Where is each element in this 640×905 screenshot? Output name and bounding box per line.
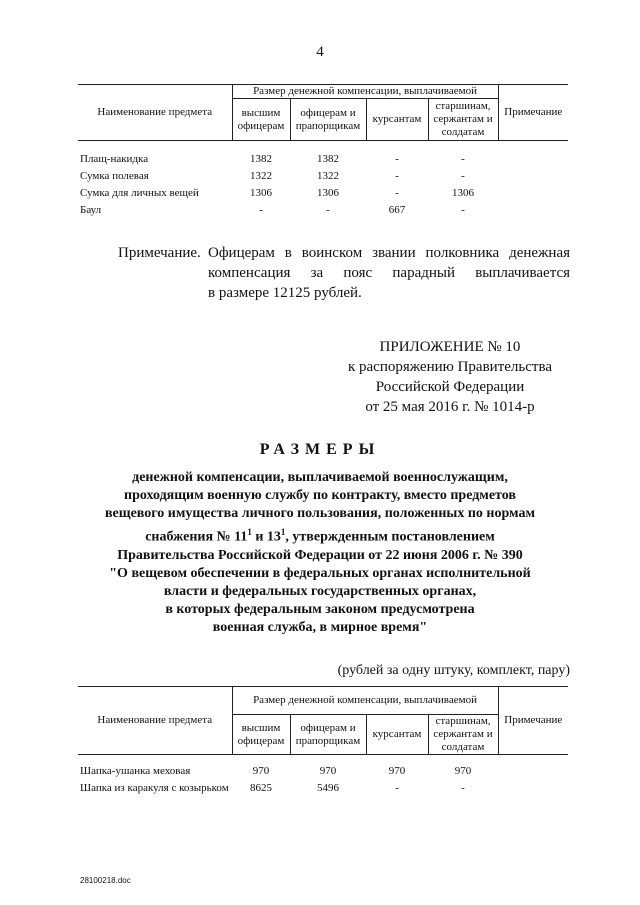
table-row [78,765,568,782]
subtitle-line: проходящим военную службу по контракту, вместо предметов [124,488,516,503]
value-cadets: - [395,187,399,199]
value-senior-officers: 970 [252,765,270,777]
value-officers-warrant: 1306 [317,187,339,199]
value-sergeants: 970 [454,765,472,777]
item-name: Шапка-ушанка меховая [80,765,191,777]
note-label: Примечание. [118,245,201,261]
value-cadets: - [395,782,399,794]
compensation-table-1 [78,84,568,221]
subtitle-line: "О вещевом обеспечении в федеральных органах исполнительной [109,565,531,581]
subtitle-line: в которых федеральным законом предусмотрена [165,601,475,617]
units-caption: (рублей за одну штуку, комплект, пару) [337,663,570,678]
document-title: РАЗМЕРЫ [259,441,381,458]
value-sergeants: - [461,153,465,165]
header-sergeants-soldiers: старшинам, сержантам и солдатам [428,99,498,141]
header-item-name: Наименование предмета [78,687,232,755]
header-senior-officers: высшим офицерам [232,99,290,141]
subtitle-line: снабжения № $11^1$ и $13^1$, утвержденным постановлением [145,527,495,545]
note-line-3: в размере 12125 рублей. [208,285,362,301]
header-senior-officers: высшим офицерам [232,715,290,755]
header-compensation-group: Размер денежной компенсации, выплачиваемой [232,85,498,99]
note-paragraph [118,243,570,303]
header-sergeants-soldiers: старшинам, сержантам и солдатам [428,715,498,755]
value-senior-officers: - [259,204,263,216]
note-line-1: Офицерам в воинском звании полковника денежная [208,245,570,261]
header-note: Примечание [498,687,568,755]
item-name: Баул [80,204,102,216]
value-sergeants: - [461,204,465,216]
item-name: Сумка для личных вещей [80,187,199,199]
subtitle-line: военная служба, в мирное время" [212,619,428,635]
header-cadets: курсантам [366,99,428,141]
header-officers-warrant: офицерам и прапорщикам [290,715,366,755]
file-name-footer: 28100218.doc [80,876,131,885]
appendix-header [330,337,570,417]
header-note: Примечание [498,85,568,141]
table-row [78,187,568,204]
value-sergeants: 1306 [452,187,474,199]
item-name: Сумка полевая [80,170,149,182]
table-row [78,153,568,170]
table-row [78,170,568,187]
value-senior-officers: 1322 [250,170,272,182]
table-row [78,782,568,799]
value-officers-warrant: - [326,204,330,216]
value-sergeants: - [461,782,465,794]
value-officers-warrant: 970 [319,765,337,777]
header-compensation-group: Размер денежной компенсации, выплачиваемой [232,687,498,715]
subtitle-line: денежной компенсации, выплачиваемой военнослужащим, [132,470,508,485]
appendix-date: от 25 мая 2016 г. № 1014-р [365,399,535,415]
value-cadets: - [395,153,399,165]
value-officers-warrant: 1382 [317,153,339,165]
header-cadets: курсантам [366,715,428,755]
subtitle-line: вещевого имущества личного пользования, положенных по нормам [104,506,536,521]
value-cadets: 970 [388,765,406,777]
item-name: Шапка из каракуля с козырьком [80,782,229,794]
value-officers-warrant: 1322 [317,170,339,182]
note-line-2: компенсация за пояс парадный выплачивается [208,265,570,281]
compensation-table-2 [78,686,568,799]
appendix-line-2: к распоряжению Правительства [347,359,552,375]
value-officers-warrant: 5496 [317,782,339,794]
table-row [78,204,568,221]
header-officers-warrant: офицерам и прапорщикам [290,99,366,141]
value-senior-officers: 1382 [250,153,272,165]
header-item-name: Наименование предмета [78,85,232,141]
appendix-line-3: Российской Федерации [375,379,525,395]
appendix-number: ПРИЛОЖЕНИЕ № 10 [379,339,521,355]
value-cadets: 667 [388,204,406,216]
item-name: Плащ-накидка [80,153,149,165]
page-number: 4 [316,44,324,60]
value-sergeants: - [461,170,465,182]
value-cadets: - [395,170,399,182]
document-subtitle [80,469,560,637]
value-senior-officers: 8625 [250,782,272,794]
value-senior-officers: 1306 [250,187,272,199]
subtitle-line: Правительства Российской Федерации от 22 июня 2006 г. № 390 [117,547,523,563]
subtitle-line: власти и федеральных государственных органах, [163,583,477,599]
